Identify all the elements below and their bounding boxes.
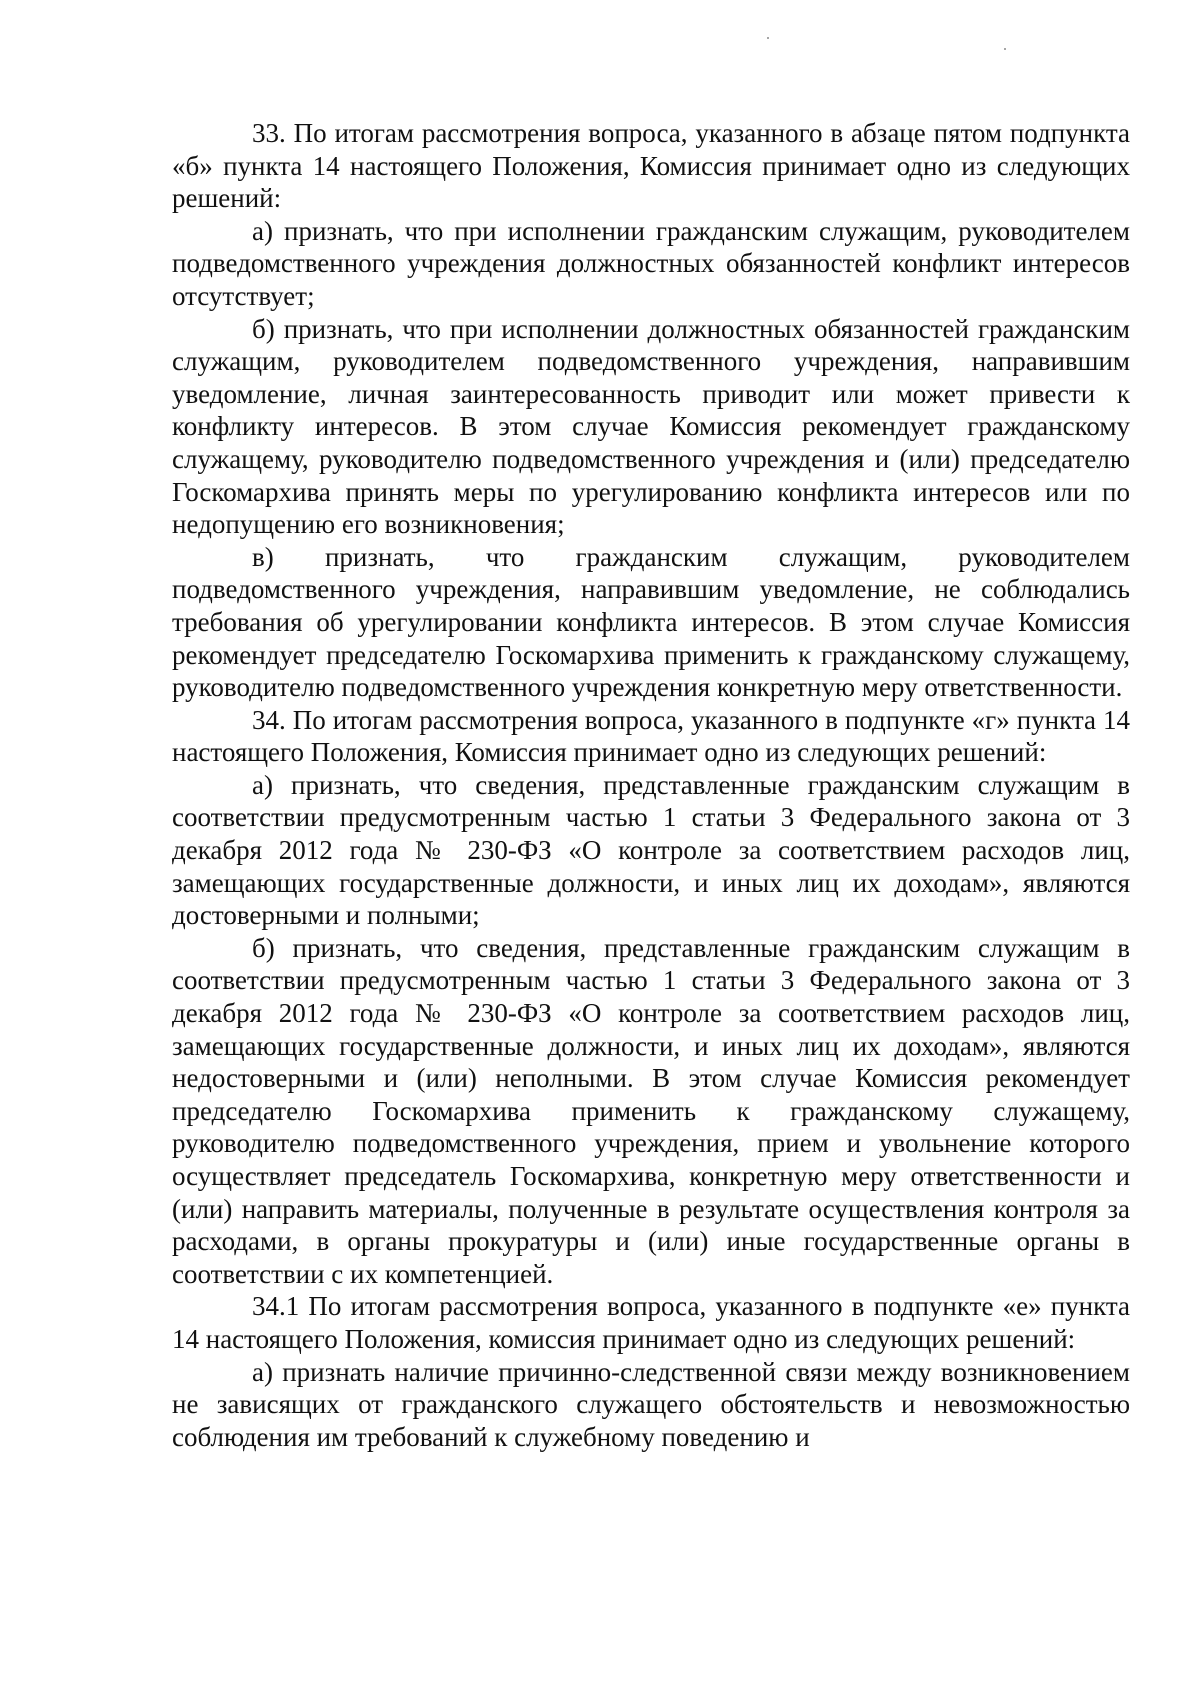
paragraph-33-v: в) признать, что гражданским служащим, руководителем подведомственного учреждения, направившим уведомление, не соблюдались требования об урегулировании конфликта интересов. В этом случае Комиссия рекомендует председателю Госкомархива применить к гражданскому служащему, руководителю подведомственного учреждения конкретную меру ответственности. xyxy=(172,541,1130,703)
paragraph-33: 33. По итогам рассмотрения вопроса, указанного в абзаце пятом подпункта «б» пункта 14 настоящего Положения, Комиссия принимает одно из следующих решений: xyxy=(172,118,1130,214)
paragraph-34-1: 34.1 По итогам рассмотрения вопроса, указанного в подпункте «е» пункта 14 настоящего Положения, комиссия принимает одно из следующих решений: xyxy=(172,1291,1130,1354)
document-body xyxy=(172,117,1130,1453)
paragraph-33-b: б) признать, что при исполнении должностных обязанностей гражданским служащим, руководителем подведомственного учреждения, направившим уведомление, личная заинтересованность приводит или может привести к конфликту интересов. В этом случае Комиссия рекомендует гражданскому служащему, руководителю подведомственного учреждения и (или) председателю Госкомархива принять меры по урегулированию конфликта интересов или по недопущению его возникновения; xyxy=(172,313,1130,540)
paragraph-34: 34. По итогам рассмотрения вопроса, указанного в подпункте «г» пункта 14 настоящего Положения, Комиссия принимает одно из следующих решений: xyxy=(172,704,1130,768)
scan-speck xyxy=(767,37,769,39)
paragraph-34-b: б) признать, что сведения, представленные гражданским служащим в соответствии предусмотренным частью 1 статьи 3 Федерального закона от 3 декабря 2012 года № 230-ФЗ «О контроле за соответствием расходов лиц, замещающих государственные должности, и иных лиц их доходам», являются недостоверными и (или) неполными. В этом случае Комиссия рекомендует председателю Госкомархива применить к гражданскому служащему, руководителю подведомственного учреждения, прием и увольнение которого осуществляет председатель Госкомархива, конкретную меру ответственности и (или) направить материалы, полученные в результате осуществления контроля за расходами, в органы прокуратуры и (или) иные государственные органы в соответствии с их компетенцией. xyxy=(172,932,1130,1289)
paragraph-33-a: а) признать, что при исполнении гражданским служащим, руководителем подведомственного учреждения должностных обязанностей конфликт интересов отсутствует; xyxy=(172,215,1130,311)
scan-speck xyxy=(1004,48,1006,50)
paragraph-34-a: а) признать, что сведения, представленные гражданским служащим в соответствии предусмотренным частью 1 статьи 3 Федерального закона от 3 декабря 2012 года № 230-ФЗ «О контроле за соответствием расходов лиц, замещающих государственные должности, и иных лиц их доходам», являются достоверными и полными; xyxy=(172,769,1130,931)
paragraph-34-1-a: а) признать наличие причинно-следственной связи между возникновением не зависящих от гражданского служащего обстоятельств и невозможностью соблюдения им требований к служебному поведению и xyxy=(172,1356,1130,1452)
